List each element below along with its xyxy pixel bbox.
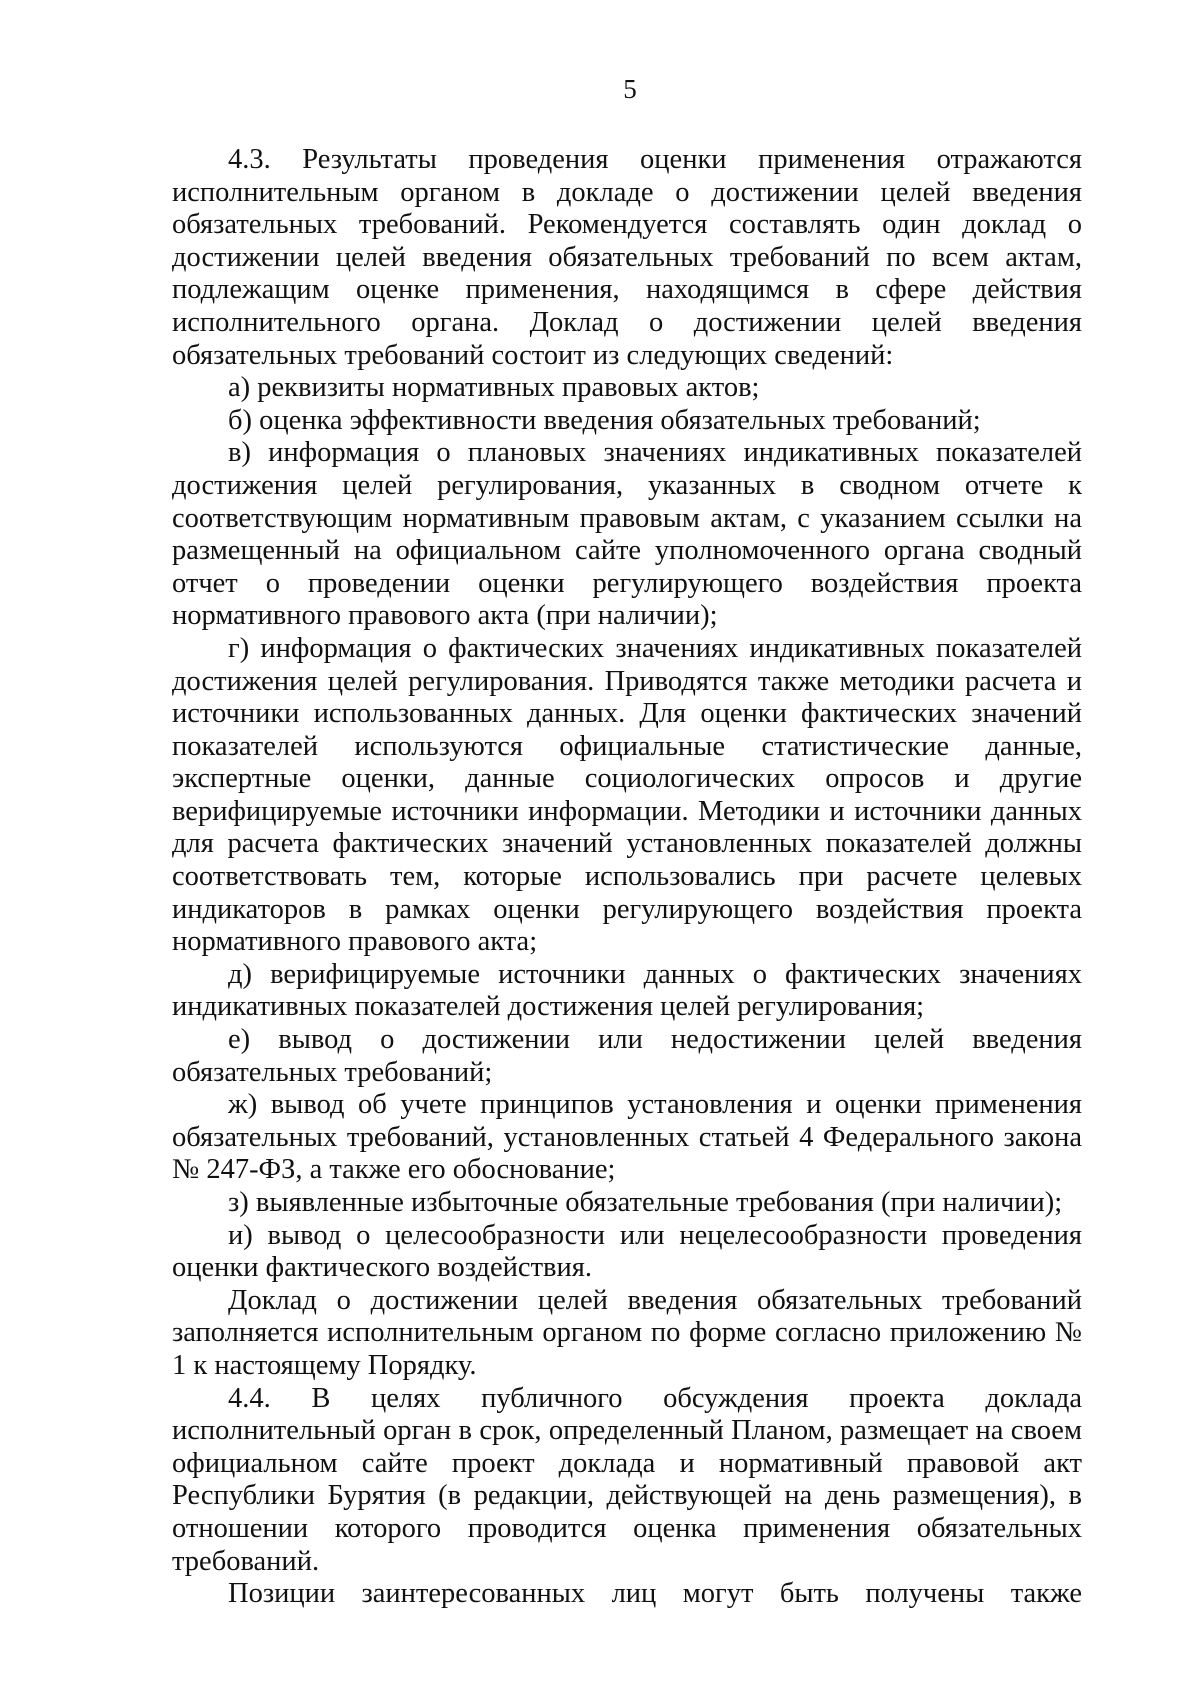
list-item-z: з) выявленные избыточные обязательные требования (при наличии); [228, 1187, 1063, 1218]
paragraph-4-3: 4.3. Результаты проведения оценки применения отражаются исполнительным органом в докладе о достижении целей введения обязательных требований. Рекомендуется составлять один доклад о достижении целей введения обязательных требований по всем актам, подлежащим оценке применения, находящимся в сфере действия исполнительного органа. Доклад о достижении целей введения обязательных требований состоит из следующих сведений: [172, 144, 1082, 371]
list-item-a: а) реквизиты нормативных правовых актов; [228, 372, 760, 404]
list-item-b: б) оценка эффективности введения обязательных требований; [228, 404, 981, 436]
list-item-g: г) информация о фактических значениях индикативных показателей достижения целей регулирования. Приводятся также методики расчета и источники использованных данных. Для оценки фактических значений показателей используются официальные статистические данные, экспертные оценки, данные социологических опросов и другие верифицируемые источники информации. Методики и источники данных для расчета фактических значений установленных показателей должны соответствовать тем, которые использовались при расчете целевых индикаторов в рамках оценки регулирующего воздействия проекта нормативного правового акта; [172, 632, 1082, 958]
document-body [172, 144, 1082, 1611]
list-item-e: е) вывод о достижении или недостижении целей введения обязательных требований; [172, 1024, 1082, 1088]
list-item-d: д) верифицируемые источники данных о фактических значениях индикативных показателей достижения целей регулирования; [172, 958, 1082, 1023]
list-item-v: в) информация о плановых значениях индикативных показателей достижения целей регулирования, указанных в сводном отчете к соответствующим нормативным правовым актам, с указанием ссылки на размещенный на официальном сайте уполномоченного органа сводный отчет о проведении оценки регулирующего воздействия проекта нормативного правового акта (при наличии); [172, 437, 1082, 632]
paragraph-4-4: 4.4. В целях публичного обсуждения проекта доклада исполнительный орган в срок, определенный Планом, размещает на своем официальном сайте проект доклада и нормативный правовой акт Республики Бурятия (в редакции, действующей на день размещения), в отношении которого проводится оценка применения обязательных требований. [172, 1382, 1082, 1577]
page-number: 5 [623, 74, 637, 104]
paragraph-positions: Позиции заинтересованных лиц могут быть получены также [228, 1578, 1082, 1610]
paragraph-report-form: Доклад о достижении целей введения обязательных требований заполняется исполнительным органом по форме согласно приложению № 1 к настоящему Порядку. [172, 1284, 1082, 1381]
list-item-i: и) вывод о целесообразности или нецелесообразности проведения оценки фактического воздействия. [172, 1219, 1082, 1284]
list-item-zh: ж) вывод об учете принципов установления и оценки применения обязательных требований, установленных статьей 4 Федерального закона № 247-ФЗ, а также его обоснование; [172, 1089, 1082, 1186]
